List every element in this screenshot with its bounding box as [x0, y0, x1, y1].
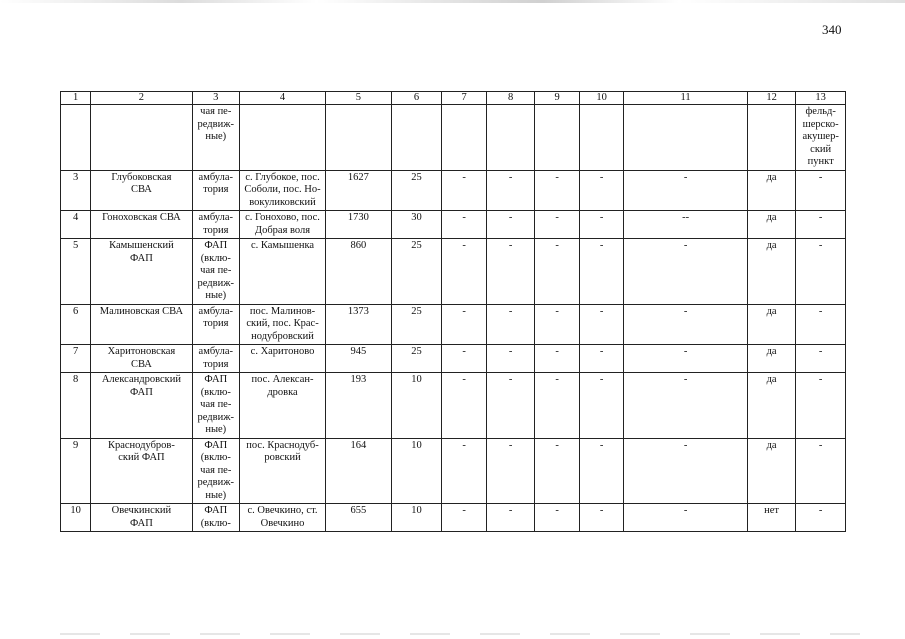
table-cell: - — [535, 170, 580, 211]
table-cell: Гоноховская СВА — [91, 211, 192, 239]
table-cell: ФАП (вклю- чая пе- редвиж- ные) — [192, 239, 240, 305]
table-cell: чая пе- редвиж- ные) — [192, 105, 240, 171]
table-cell: - — [624, 304, 747, 345]
table-cell: - — [579, 304, 624, 345]
table-cell: с. Харитоново — [240, 345, 326, 373]
table-cell: амбула- тория — [192, 170, 240, 211]
table-row — [61, 504, 846, 532]
table-cell: - — [579, 438, 624, 504]
table-cell: - — [442, 345, 487, 373]
table-cell — [240, 105, 326, 171]
table-cell: ФАП (вклю- — [192, 504, 240, 532]
table-cell — [391, 105, 442, 171]
table-cell: - — [624, 239, 747, 305]
table-cell — [579, 105, 624, 171]
table-cell: - — [624, 170, 747, 211]
table-cell: да — [747, 211, 796, 239]
table-cell: - — [486, 170, 535, 211]
table-cell: Краснодубров- ский ФАП — [91, 438, 192, 504]
table-cell: 25 — [391, 239, 442, 305]
table-cell: пос. Алексан- дровка — [240, 373, 326, 439]
table-cell: - — [579, 211, 624, 239]
table-row — [61, 304, 846, 345]
table-cell: - — [535, 373, 580, 439]
table-cell: - — [796, 170, 846, 211]
table-cell: 4 — [61, 211, 91, 239]
table-cell: - — [486, 438, 535, 504]
table-cell: - — [535, 504, 580, 532]
table-cell: - — [486, 504, 535, 532]
table-cell: 1627 — [326, 170, 392, 211]
table-cell: 11 — [624, 92, 747, 105]
table-cell: - — [442, 438, 487, 504]
table-cell: - — [486, 345, 535, 373]
table-cell: - — [535, 345, 580, 373]
table-cell: 1 — [61, 92, 91, 105]
table-cell: - — [579, 170, 624, 211]
table-cell: ФАП (вклю- чая пе- редвиж- ные) — [192, 373, 240, 439]
table-cell: фельд- шерско- акушер- ский пункт — [796, 105, 846, 171]
table-cell: - — [579, 345, 624, 373]
table-cell: 6 — [61, 304, 91, 345]
table-cell — [486, 105, 535, 171]
table-cell: 3 — [61, 170, 91, 211]
table-cell: 13 — [796, 92, 846, 105]
table-cell: - — [442, 373, 487, 439]
table-cell: 10 — [579, 92, 624, 105]
table-cell: амбула- тория — [192, 304, 240, 345]
table-cell: 6 — [391, 92, 442, 105]
table-cell — [326, 105, 392, 171]
table-cell: - — [796, 345, 846, 373]
table-row — [61, 373, 846, 439]
table-cell: - — [796, 438, 846, 504]
table-cell: 1730 — [326, 211, 392, 239]
table-cell: ФАП (вклю- чая пе- редвиж- ные) — [192, 438, 240, 504]
table-cell: с. Овечкино, ст. Овечкино — [240, 504, 326, 532]
table-body — [61, 92, 846, 532]
table-cell: - — [442, 239, 487, 305]
table-row — [61, 170, 846, 211]
table-cell: амбула- тория — [192, 211, 240, 239]
table-cell: да — [747, 304, 796, 345]
table-cell: 25 — [391, 304, 442, 345]
table-row — [61, 239, 846, 305]
table-cell: с. Гонохово, пос. Добрая воля — [240, 211, 326, 239]
table-cell: амбула- тория — [192, 345, 240, 373]
table-cell — [91, 105, 192, 171]
table-cell: пос. Краснодуб- ровский — [240, 438, 326, 504]
table-cell: - — [796, 504, 846, 532]
table-cell — [442, 105, 487, 171]
table-cell: 5 — [61, 239, 91, 305]
table-cell: Александровский ФАП — [91, 373, 192, 439]
table-cell: 10 — [391, 504, 442, 532]
table-cell: - — [624, 345, 747, 373]
header-row — [61, 92, 846, 105]
table-cell: - — [535, 438, 580, 504]
table-cell: Камышенский ФАП — [91, 239, 192, 305]
table-cell: Малиновская СВА — [91, 304, 192, 345]
table-cell: да — [747, 438, 796, 504]
table-cell: 30 — [391, 211, 442, 239]
table-cell: 945 — [326, 345, 392, 373]
table-cell — [61, 105, 91, 171]
scan-edge-top — [0, 0, 905, 3]
table-row — [61, 438, 846, 504]
table-cell: - — [486, 239, 535, 305]
table-row — [61, 105, 846, 171]
table-cell: - — [796, 373, 846, 439]
table-cell: с. Камышенка — [240, 239, 326, 305]
table-cell: 2 — [91, 92, 192, 105]
table-cell: да — [747, 170, 796, 211]
table-cell: - — [579, 239, 624, 305]
table-cell: с. Глубокое, пос. Соболи, пос. Но- вокуликовский — [240, 170, 326, 211]
table-cell: - — [486, 304, 535, 345]
table-cell: да — [747, 373, 796, 439]
table-cell: 8 — [486, 92, 535, 105]
table-cell: - — [442, 170, 487, 211]
table-cell: - — [624, 373, 747, 439]
table-cell: 1373 — [326, 304, 392, 345]
table-cell: 25 — [391, 170, 442, 211]
table-cell: 9 — [535, 92, 580, 105]
table-cell: 10 — [391, 438, 442, 504]
table-cell — [624, 105, 747, 171]
table-cell: 5 — [326, 92, 392, 105]
table-row — [61, 211, 846, 239]
table-cell: - — [624, 438, 747, 504]
table-cell: нет — [747, 504, 796, 532]
table-cell: 193 — [326, 373, 392, 439]
table-cell: - — [796, 304, 846, 345]
table-cell: - — [486, 211, 535, 239]
table-cell: 655 — [326, 504, 392, 532]
table-cell: пос. Малинов- ский, пос. Крас- нодубровский — [240, 304, 326, 345]
table-cell — [535, 105, 580, 171]
table-cell: - — [624, 504, 747, 532]
table-cell: 10 — [61, 504, 91, 532]
table-cell: - — [579, 373, 624, 439]
facilities-table — [60, 91, 846, 532]
table-cell: - — [442, 211, 487, 239]
table-cell: - — [486, 373, 535, 439]
table-cell: - — [535, 211, 580, 239]
table-cell: - — [535, 304, 580, 345]
table-cell: Глубоковская СВА — [91, 170, 192, 211]
table-cell: 10 — [391, 373, 442, 439]
table-cell: да — [747, 239, 796, 305]
table-cell: - — [535, 239, 580, 305]
table-cell: 12 — [747, 92, 796, 105]
table-cell: 7 — [442, 92, 487, 105]
table-cell — [747, 105, 796, 171]
table-cell: да — [747, 345, 796, 373]
page-number: 340 — [822, 22, 842, 37]
table-cell: Харитоновская СВА — [91, 345, 192, 373]
table-cell: - — [579, 504, 624, 532]
table-cell: 4 — [240, 92, 326, 105]
table-row — [61, 345, 846, 373]
table-cell: 3 — [192, 92, 240, 105]
table-cell: - — [796, 211, 846, 239]
table-cell: 25 — [391, 345, 442, 373]
table-cell: - — [796, 239, 846, 305]
scan-edge-bottom — [60, 633, 860, 635]
table-cell: 860 — [326, 239, 392, 305]
table-cell: Овечкинский ФАП — [91, 504, 192, 532]
table-cell: 164 — [326, 438, 392, 504]
table-cell: 8 — [61, 373, 91, 439]
table-cell: 9 — [61, 438, 91, 504]
table-cell: - — [442, 304, 487, 345]
table-cell: -- — [624, 211, 747, 239]
table-cell: 7 — [61, 345, 91, 373]
table-cell: - — [442, 504, 487, 532]
